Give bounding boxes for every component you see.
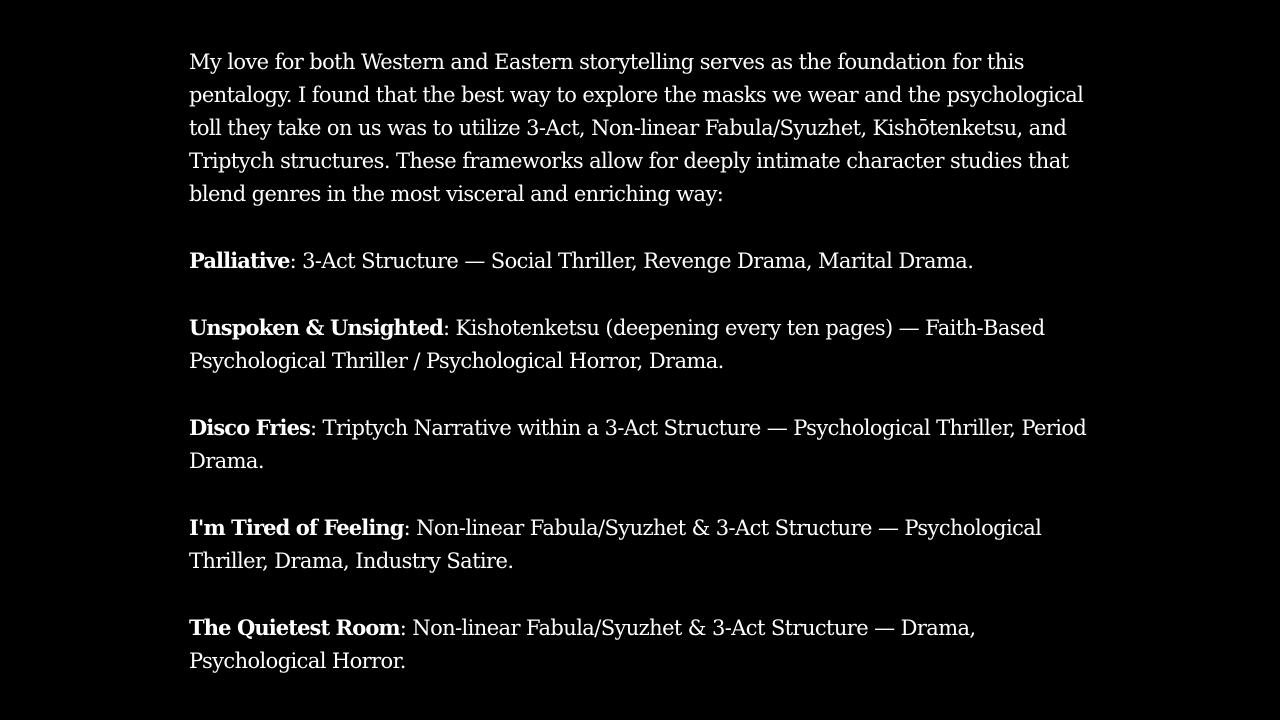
intro-paragraph: My love for both Western and Eastern storytelling serves as the foundation for this pentalogy. I found that the best way to explore the masks we wear and the psychological toll they take on us was to utilize 3-Act, Non-linear Fabula/Syuzhet, Kishōtenketsu, and Triptych structures. These frameworks allow for deeply intimate character studies that blend genres in the most visceral and enriching way: bbox=[189, 50, 1084, 206]
work-description: : Non-linear Fabula/Syuzhet & 3-Act Structure — Psychological Thriller, Drama, Industry Satire. bbox=[189, 516, 1042, 573]
work-entry-palliative bbox=[189, 244, 1089, 278]
work-title: I'm Tired of Feeling bbox=[189, 515, 404, 540]
work-description: : Kishotenketsu (deepening every ten pages) — Faith-Based Psychological Thriller / Psychological Horror, Drama. bbox=[189, 316, 1045, 373]
work-entry-disco-fries bbox=[189, 411, 1089, 478]
work-title: Disco Fries bbox=[189, 415, 310, 440]
work-title: Unspoken & Unsighted bbox=[189, 315, 443, 340]
work-description: : Triptych Narrative within a 3-Act Structure — Psychological Thriller, Period Drama. bbox=[189, 416, 1087, 473]
work-entry-unspoken-unsighted bbox=[189, 311, 1089, 378]
work-description: : 3-Act Structure — Social Thriller, Revenge Drama, Marital Drama. bbox=[289, 249, 974, 273]
work-entry-the-quietest-room bbox=[189, 611, 1089, 678]
work-description: : Non-linear Fabula/Syuzhet & 3-Act Structure — Drama, Psychological Horror. bbox=[189, 616, 976, 673]
work-title: Palliative bbox=[189, 248, 290, 273]
pentalogy-description bbox=[189, 46, 1089, 678]
work-title: The Quietest Room bbox=[189, 615, 400, 640]
work-entry-im-tired-of-feeling bbox=[189, 511, 1089, 578]
